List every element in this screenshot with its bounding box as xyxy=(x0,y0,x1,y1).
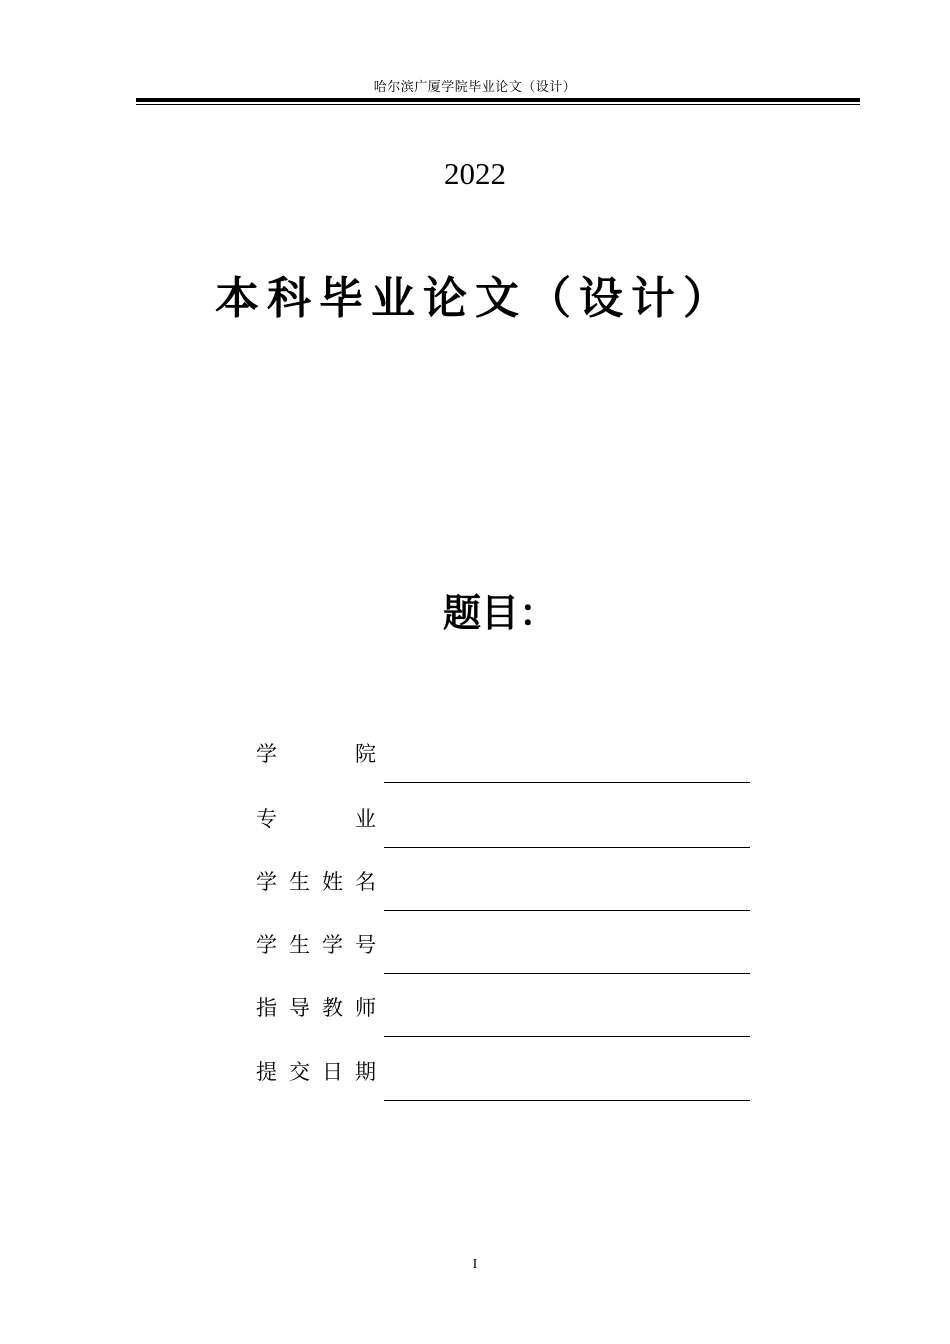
running-header: 哈尔滨广厦学院毕业论文（设计） xyxy=(373,80,577,95)
info-row-advisor xyxy=(256,992,750,1052)
info-field-submission-date[interactable] xyxy=(384,1100,750,1102)
topic-label: 题目： xyxy=(442,591,557,635)
info-label-advisor: 指 导 教 师 xyxy=(256,996,376,1020)
info-label-student-id: 学 生 学 号 xyxy=(256,933,376,957)
header-rule-thick xyxy=(136,98,860,102)
info-field-student-name[interactable] xyxy=(384,910,750,912)
info-label-student-name: 学 生 姓 名 xyxy=(256,870,376,894)
page-number: I xyxy=(472,1257,478,1272)
info-row-student-name xyxy=(256,866,750,926)
info-field-major[interactable] xyxy=(384,847,750,849)
thesis-title: 本科毕业论文（设计） xyxy=(215,273,735,324)
info-field-college[interactable] xyxy=(384,782,750,784)
info-row-student-id xyxy=(256,929,750,989)
info-label-college: 学 院 xyxy=(256,742,376,766)
info-field-student-id[interactable] xyxy=(384,973,750,975)
header-rule-thin xyxy=(136,104,860,105)
info-label-major: 专 业 xyxy=(256,807,376,831)
info-row-submission-date xyxy=(256,1056,750,1116)
info-label-submission-date: 提 交 日 期 xyxy=(256,1060,376,1084)
info-row-major xyxy=(256,803,750,863)
info-row-college xyxy=(256,738,750,798)
info-field-advisor[interactable] xyxy=(384,1036,750,1038)
year: 2022 xyxy=(444,156,506,191)
